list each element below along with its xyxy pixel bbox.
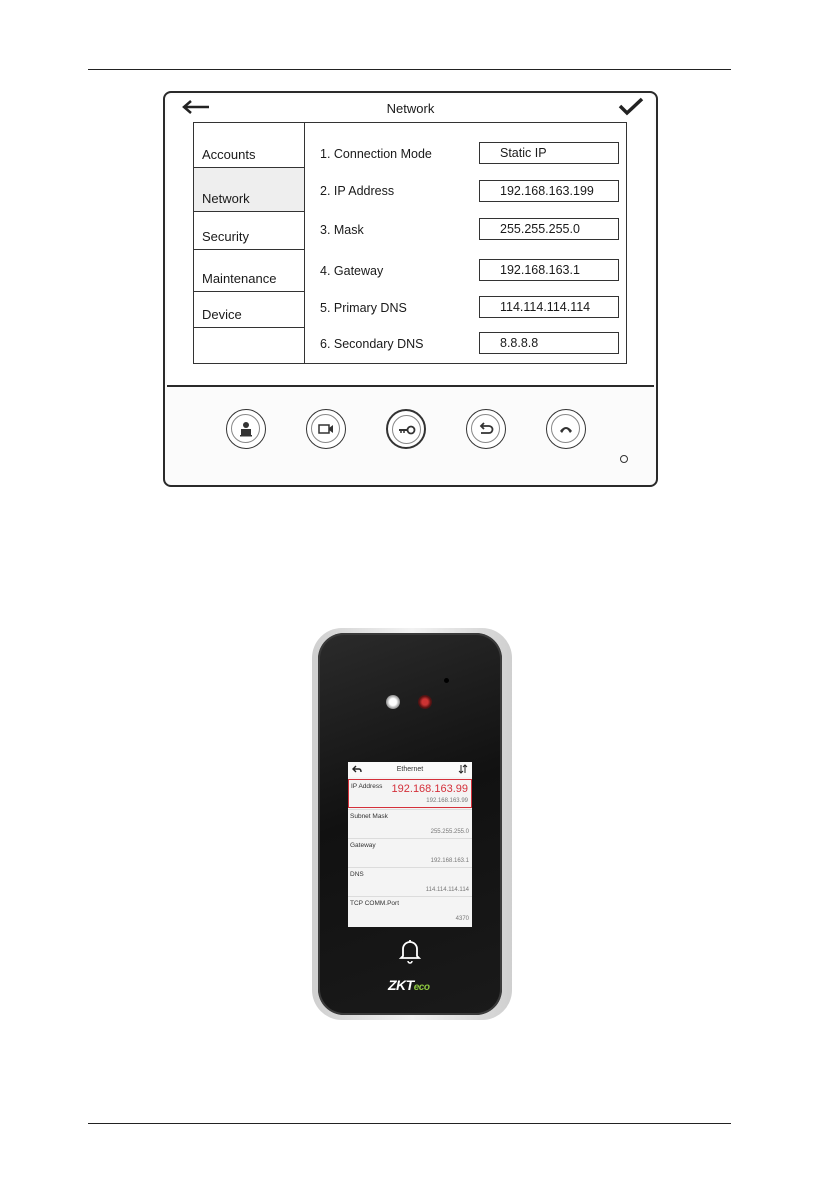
list-item-dns[interactable]: DNS 114.114.114.114 <box>348 867 472 896</box>
field-label-ip-address: 2. IP Address <box>320 184 395 198</box>
title-bar <box>167 95 654 119</box>
return-button[interactable] <box>466 409 506 449</box>
hangup-icon <box>557 420 575 438</box>
settings-panel <box>193 122 627 364</box>
hangup-button[interactable] <box>546 409 586 449</box>
header-rule <box>88 69 731 70</box>
doorbell-icon[interactable] <box>398 938 422 964</box>
mask-field[interactable]: 255.255.255.0 <box>479 218 619 240</box>
primary-dns-field[interactable]: 114.114.114.114 <box>479 296 619 318</box>
connection-mode-select[interactable]: Static IP <box>479 142 619 164</box>
key-icon <box>398 421 416 439</box>
field-label-gateway: 4. Gateway <box>320 264 384 278</box>
camera-button[interactable] <box>306 409 346 449</box>
confirm-check-icon[interactable] <box>618 96 644 116</box>
menu-item-network[interactable]: Network <box>194 168 304 212</box>
gateway-field[interactable]: 192.168.163.1 <box>479 259 619 281</box>
monitor-screen <box>167 95 654 387</box>
ip-address-field[interactable]: 192.168.163.199 <box>479 180 619 202</box>
brand-logo: ZKTeco <box>388 977 430 993</box>
screen-title: Ethernet <box>396 766 424 773</box>
list-item-gateway[interactable]: Gateway 192.168.163.1 <box>348 838 472 867</box>
field-label-connection-mode: 1. Connection Mode <box>320 147 432 161</box>
menu-item-accounts[interactable]: Accounts <box>194 123 304 168</box>
user-icon <box>237 420 255 438</box>
menu-item-empty <box>194 328 304 363</box>
face-terminal <box>318 633 502 1015</box>
screen-header <box>348 762 472 777</box>
ip-address-highlight: 192.168.163.99 <box>391 783 468 795</box>
sort-icon[interactable] <box>458 764 468 774</box>
field-label-mask: 3. Mask <box>320 223 364 237</box>
camera-lens-left <box>386 695 400 709</box>
menu-item-security[interactable]: Security <box>194 212 304 250</box>
list-item-ip-address[interactable]: IP Address 192.168.163.99 192.168.163.99 <box>348 779 472 808</box>
camera-lens-right <box>418 695 432 709</box>
indoor-monitor <box>163 91 658 487</box>
microphone-dot <box>620 455 628 463</box>
terminal-screen <box>348 762 472 927</box>
list-item-tcp-port[interactable]: TCP COMM.Port 4370 <box>348 896 472 925</box>
menu-item-device[interactable]: Device <box>194 292 304 328</box>
field-label-primary-dns: 5. Primary DNS <box>320 301 407 315</box>
sensor-dot <box>444 678 449 683</box>
page-title: Network <box>386 101 435 116</box>
field-label-secondary-dns: 6. Secondary DNS <box>320 337 424 351</box>
user-button[interactable] <box>226 409 266 449</box>
unlock-button[interactable] <box>386 409 426 449</box>
list-item-subnet-mask[interactable]: Subnet Mask 255.255.255.0 <box>348 809 472 838</box>
menu-item-maintenance[interactable]: Maintenance <box>194 250 304 292</box>
footer-rule <box>88 1123 731 1124</box>
settings-menu <box>194 123 305 363</box>
camera-icon <box>317 420 335 438</box>
secondary-dns-field[interactable]: 8.8.8.8 <box>479 332 619 354</box>
return-icon <box>477 420 495 438</box>
